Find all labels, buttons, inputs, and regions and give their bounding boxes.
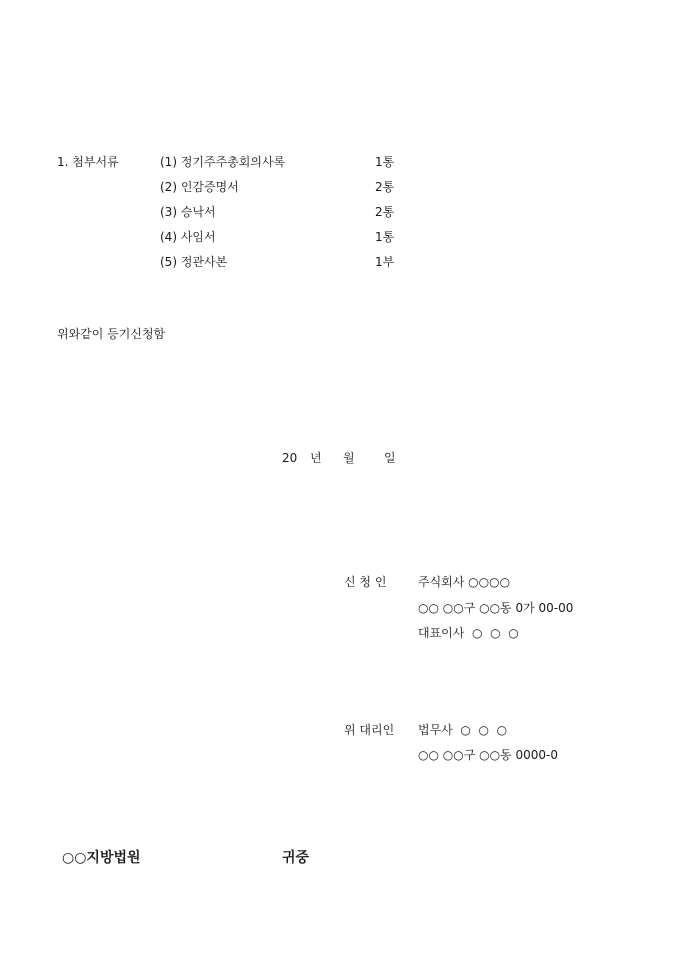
date-day: 일 — [384, 451, 396, 465]
attachment-item-label: (5) 정관사본 — [160, 255, 228, 269]
statement-text: 위와같이 등기신청함 — [57, 327, 166, 341]
attachment-item-qty: 2통 — [375, 180, 395, 194]
date-year: 년 — [310, 451, 322, 465]
honorific: 귀중 — [282, 850, 310, 866]
attachment-item-label: (1) 정기주주총회의사록 — [160, 155, 286, 169]
attachment-item-label: (3) 승낙서 — [160, 205, 216, 219]
attachment-item-label: (2) 인감증명서 — [160, 180, 239, 194]
agent-name: 법무사 ○ ○ ○ — [418, 723, 508, 737]
agent-label: 위 대리인 — [344, 723, 395, 737]
date-month: 월 — [343, 451, 355, 465]
agent-address: ○○ ○○구 ○○동 0000-0 — [418, 748, 558, 762]
court-name: ○○지방법원 — [62, 850, 141, 866]
applicant-address: ○○ ○○구 ○○동 0가 00-00 — [418, 601, 574, 615]
applicant-representative: 대표이사 ○ ○ ○ — [418, 626, 519, 640]
attachment-item-qty: 1부 — [375, 255, 395, 269]
applicant-company: 주식회사 ○○○○ — [418, 575, 511, 589]
attachment-item-qty: 1통 — [375, 155, 395, 169]
attachments-heading: 1. 첨부서류 — [57, 155, 119, 169]
attachment-item-label: (4) 사임서 — [160, 230, 216, 244]
attachment-item-qty: 2통 — [375, 205, 395, 219]
date-year-prefix: 20 — [282, 451, 298, 465]
applicant-label: 신 청 인 — [344, 575, 387, 589]
attachment-item-qty: 1통 — [375, 230, 395, 244]
